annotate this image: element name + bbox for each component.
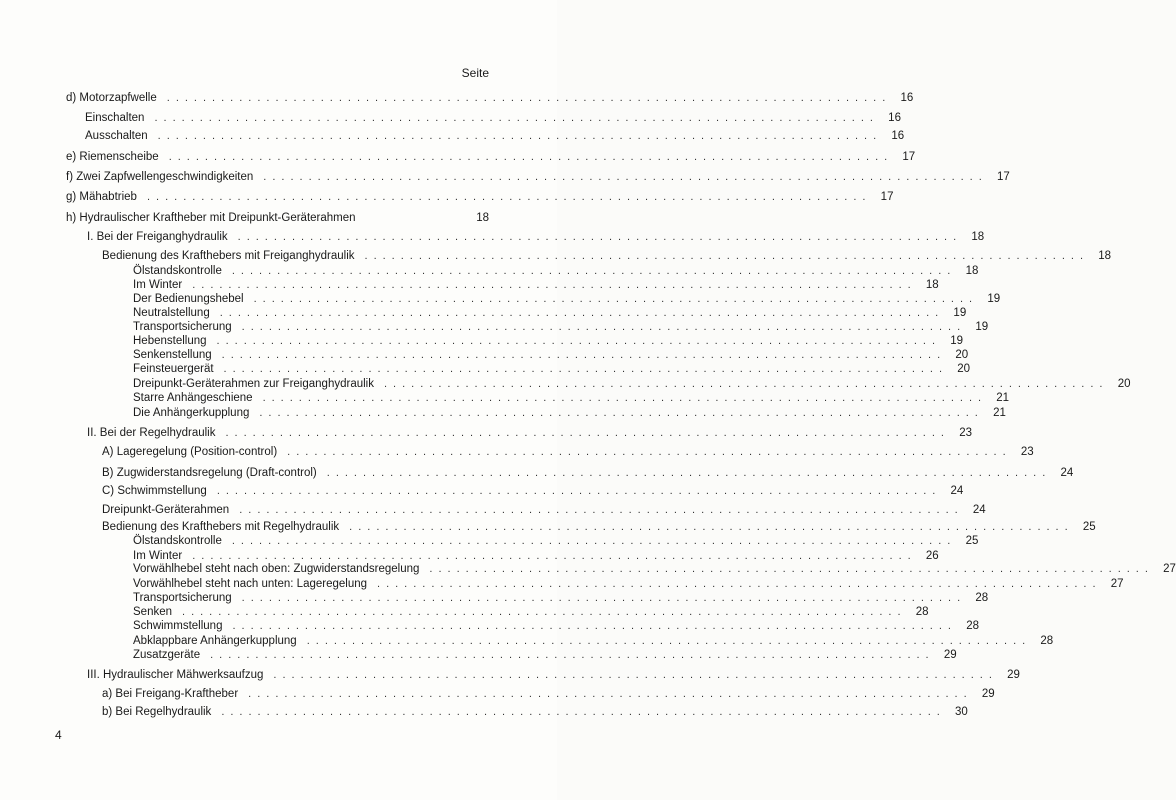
toc-entry — [133, 406, 1006, 420]
toc-entry-title: Starre Anhängeschiene — [133, 392, 253, 404]
toc-entry-title: Einschalten — [85, 112, 145, 124]
toc-entry — [133, 591, 989, 605]
toc-entry-page: 28 — [1040, 635, 1054, 647]
toc-entry-title: Dreipunkt-Geräterahmen zur Freiganghydraulik — [133, 378, 374, 390]
toc-entry-title: f) Zwei Zapfwellengeschwindigkeiten — [66, 171, 254, 183]
toc-entry — [102, 466, 1074, 480]
toc-entry — [102, 445, 1034, 459]
toc-entry-page: 17 — [880, 191, 894, 203]
page-column-header: Seite — [461, 66, 489, 80]
toc-entry-page: 17 — [997, 171, 1010, 183]
toc-entry-title: Im Winter — [133, 279, 183, 291]
toc-entry-title: a) Bei Freigang-Kraftheber — [102, 688, 239, 700]
toc-leader-dots: ................................................................................ — [146, 191, 872, 203]
toc-leader-dots: ................................................................................ — [287, 446, 1012, 458]
toc-entry-page: 24 — [1060, 467, 1074, 479]
toc-entry — [133, 377, 1131, 391]
toc-entry-title: Hebenstellung — [133, 335, 207, 347]
toc-entry-title: I. Bei der Freiganghydraulik — [87, 231, 228, 243]
toc-leader-dots: ................................................................................ — [241, 321, 967, 333]
toc-entry — [133, 577, 1124, 591]
toc-entry-title: Abklappbare Anhängerkupplung — [133, 635, 297, 647]
toc-leader-dots: ................................................................................ — [429, 563, 1154, 575]
toc-entry — [133, 334, 964, 348]
toc-entry-title: Neutralstellung — [133, 307, 210, 319]
toc-entry-title: Ausschalten — [85, 130, 148, 142]
toc-entry-page: 19 — [975, 321, 989, 333]
toc-leader-dots: ................................................................................ — [166, 92, 892, 104]
toc-leader-dots: ................................................................................ — [248, 688, 973, 700]
toc-leader-dots: ................................................................................ — [241, 592, 967, 604]
toc-entry-title: III. Hydraulischer Mähwerksaufzug — [87, 669, 264, 681]
toc-entry — [85, 111, 901, 125]
toc-entry-title: d) Motorzapfwelle — [66, 92, 157, 104]
toc-entry-title: Vorwählhebel steht nach oben: Zugwiderstandsregelung — [133, 563, 420, 575]
toc-entry-title: Senkenstellung — [133, 349, 212, 361]
toc-entry-page: 29 — [981, 688, 995, 700]
toc-leader-dots: ................................................................................ — [237, 231, 963, 243]
toc-entry-title: Die Anhängerkupplung — [133, 407, 250, 419]
toc-leader-dots: ................................................................................ — [383, 378, 1109, 390]
toc-entry-page: 30 — [955, 706, 968, 718]
toc-entry — [102, 705, 968, 719]
toc-leader-dots: ................................................................................ — [216, 485, 942, 497]
toc-leader-dots: ................................................................................ — [306, 635, 1032, 647]
toc-entry-page: 16 — [891, 130, 905, 142]
toc-entry-page: 28 — [975, 592, 989, 604]
toc-entry-title: C) Schwimmstellung — [102, 485, 207, 497]
toc-entry-page: 27 — [1163, 563, 1176, 575]
toc-leader-dots: ................................................................................ — [223, 363, 949, 375]
toc-leader-dots: ................................................................................ — [219, 307, 945, 319]
toc-entry-page: 28 — [966, 620, 979, 632]
toc-leader-dots: ................................................................................ — [349, 521, 1074, 533]
toc-entry — [133, 306, 967, 320]
toc-entry-page: 24 — [950, 485, 964, 497]
toc-entry-title: II. Bei der Regelhydraulik — [87, 427, 216, 439]
toc-entry-title: A) Lageregelung (Position-control) — [102, 446, 278, 458]
toc-leader-dots: ................................................................................ — [154, 112, 879, 124]
toc-entry — [87, 668, 1020, 682]
toc-entry-title: Zusatzgeräte — [133, 649, 201, 661]
toc-entry — [133, 605, 929, 619]
toc-leader-dots: ................................................................................ — [273, 669, 998, 681]
toc-entry-page: 21 — [993, 407, 1006, 419]
toc-leader-dots: ................................................................................ — [326, 467, 1052, 479]
toc-entry — [133, 264, 979, 278]
toc-entry-page: 29 — [943, 649, 957, 661]
toc-entry — [133, 362, 971, 376]
toc-entry-title: Schwimmstellung — [133, 620, 223, 632]
toc-entry — [133, 348, 969, 362]
toc-entry — [133, 391, 1010, 405]
toc-entry — [102, 687, 995, 701]
toc-entry — [66, 190, 894, 204]
toc-leader-dots: ................................................................................ — [239, 504, 964, 516]
toc-entry — [102, 503, 986, 517]
toc-entry-title: Bedienung des Krafthebers mit Freiganghydraulik — [102, 250, 355, 262]
toc-entry — [133, 534, 979, 548]
toc-entry — [133, 549, 939, 563]
toc-entry-title: B) Zugwiderstandsregelung (Draft-control) — [102, 467, 317, 479]
toc-entry — [133, 619, 979, 633]
toc-leader-dots: ................................................................................ — [216, 335, 942, 347]
toc-entry-page: 28 — [915, 606, 929, 618]
toc-entry-page: 18 — [1098, 250, 1112, 262]
toc-entry — [102, 249, 1112, 263]
toc-entry-page: 23 — [1020, 446, 1034, 458]
toc-entry — [66, 211, 489, 225]
toc-entry-title: e) Riemenscheibe — [66, 151, 159, 163]
toc-entry — [133, 292, 1001, 306]
toc-entry-title: Bedienung des Krafthebers mit Regelhydraulik — [102, 521, 340, 533]
toc-entry-title: g) Mähabtrieb — [66, 191, 137, 203]
toc-leader-dots: ................................................................................ — [231, 265, 957, 277]
toc-entry-page: 19 — [987, 293, 1001, 305]
toc-entry-title: h) Hydraulischer Kraftheber mit Dreipunkt-Geräterahmen — [66, 212, 356, 224]
toc-leader-dots: ................................................................................ — [377, 578, 1102, 590]
toc-entry — [133, 278, 939, 292]
toc-leader-dots: ................................................................................ — [182, 606, 907, 618]
toc-entry — [102, 484, 964, 498]
toc-leader-dots: ................................................................................ — [231, 535, 957, 547]
toc-leader-dots: ................................................................................ — [221, 349, 947, 361]
toc-leader-dots: ................................................................................ — [210, 649, 935, 661]
toc-entry-page: 21 — [996, 392, 1010, 404]
toc-entry-page: 25 — [965, 535, 979, 547]
toc-leader-dots: ................................................................................ — [232, 620, 957, 632]
toc-entry-page: 25 — [1082, 521, 1096, 533]
toc-entry-page: 23 — [959, 427, 972, 439]
toc-entry-title: b) Bei Regelhydraulik — [102, 706, 212, 718]
toc-entry-page: 20 — [955, 349, 969, 361]
toc-entry-page: 16 — [888, 112, 901, 124]
toc-entry-page: 19 — [953, 307, 967, 319]
toc-entry-title: Transportsicherung — [133, 592, 232, 604]
toc-entry-title: Vorwählhebel steht nach unten: Lageregelung — [133, 578, 368, 590]
toc-leader-dots: ................................................................................ — [221, 706, 946, 718]
toc-entry-title: Im Winter — [133, 550, 183, 562]
toc-entry-page: 18 — [476, 212, 489, 224]
toc-leader-dots: ................................................................................ — [168, 151, 894, 163]
toc-entry — [66, 150, 916, 164]
toc-entry — [133, 320, 989, 334]
toc-entry-page: 19 — [950, 335, 964, 347]
toc-leader-dots: ................................................................................ — [225, 427, 950, 439]
toc-entry-title: Der Bedienungshebel — [133, 293, 244, 305]
toc-entry-page: 27 — [1110, 578, 1124, 590]
toc-entry — [102, 520, 1096, 534]
toc-entry — [133, 634, 1054, 648]
toc-entry — [133, 648, 957, 662]
toc-entry-title: Ölstandskontrolle — [133, 265, 222, 277]
toc-entry-page: 18 — [965, 265, 979, 277]
toc-entry-page: 17 — [902, 151, 916, 163]
toc-entry — [85, 129, 905, 143]
toc-entry-page: 18 — [925, 279, 939, 291]
toc-leader-dots: ................................................................................ — [192, 550, 917, 562]
toc-entry-title: Senken — [133, 606, 173, 618]
toc-leader-dots: ................................................................................ — [259, 407, 984, 419]
toc-entry-page: 16 — [900, 92, 914, 104]
toc-leader-dots: ................................................................................ — [364, 250, 1090, 262]
toc-entry-title: Dreipunkt-Geräterahmen — [102, 504, 230, 516]
toc-leader-dots: ................................................................................ — [253, 293, 979, 305]
toc-entry-page: 24 — [972, 504, 986, 516]
toc-entry-page: 18 — [971, 231, 985, 243]
toc-entry-title: Transportsicherung — [133, 321, 232, 333]
toc-leader-dots: ................................................................................ — [262, 392, 988, 404]
toc-entry-page: 29 — [1007, 669, 1020, 681]
toc-leader-dots: ................................................................................ — [192, 279, 917, 291]
toc-entry-title: Ölstandskontrolle — [133, 535, 222, 547]
toc-entry — [133, 562, 1176, 576]
toc-entry-page: 20 — [1117, 378, 1131, 390]
toc-entry-page: 26 — [925, 550, 939, 562]
toc-entry-title: Feinsteuergerät — [133, 363, 214, 375]
toc-entry-page: 20 — [957, 363, 971, 375]
page-number: 4 — [55, 728, 62, 742]
toc-leader-dots: ................................................................................ — [263, 171, 988, 183]
toc-entry — [66, 170, 1010, 184]
toc-leader-dots: ................................................................................ — [157, 130, 883, 142]
toc-entry — [66, 91, 914, 105]
toc-entry — [87, 230, 985, 244]
toc-entry — [87, 426, 972, 440]
